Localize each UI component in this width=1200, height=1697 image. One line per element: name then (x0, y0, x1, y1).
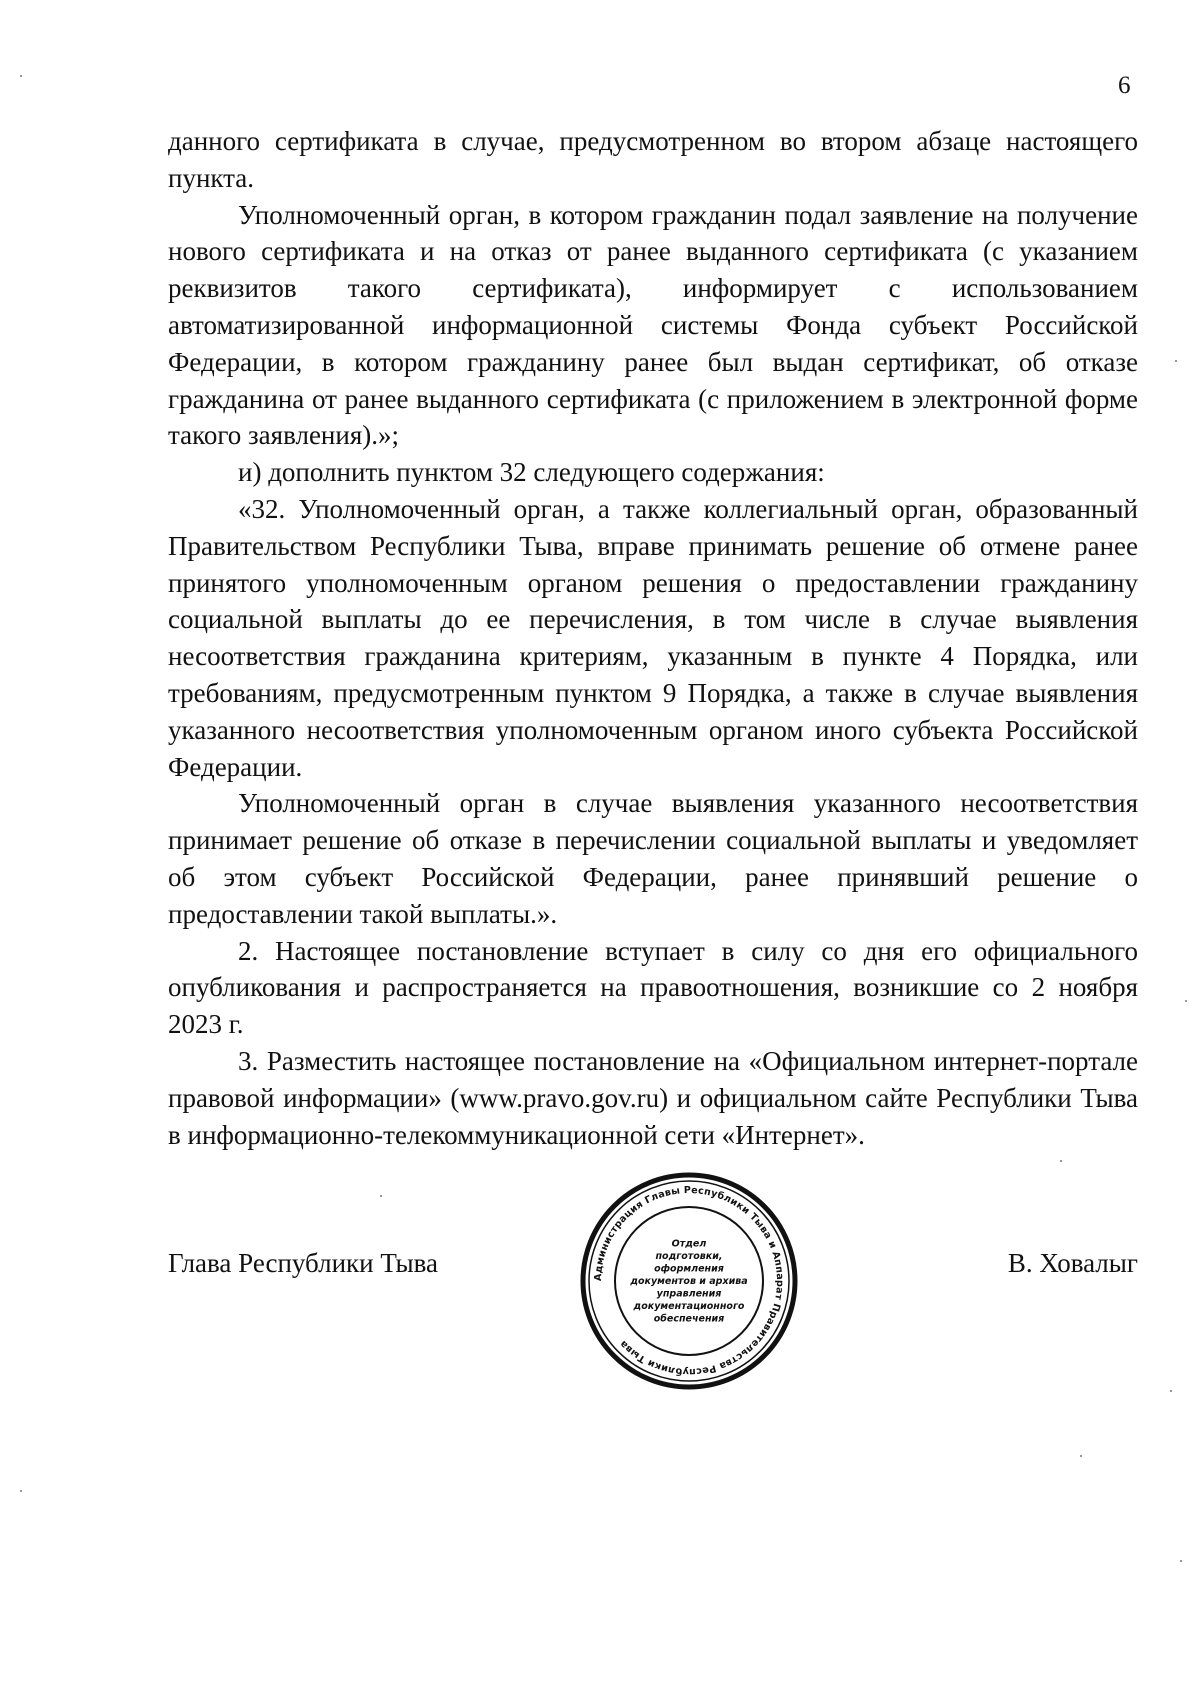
seal-center-line: документационного (633, 1301, 745, 1312)
scan-speck (1170, 1390, 1172, 1392)
signatory-title: Глава Республики Тыва (168, 1248, 439, 1278)
paragraph-continuation: данного сертификата в случае, предусмотренном во втором абзаце настоящего пункта. (168, 126, 1138, 193)
svg-text:Администрация Главы Республики: Администрация Главы Республики Тыва и Аппарат Правительства Республики Тыва (592, 1184, 786, 1378)
scan-speck (20, 1490, 22, 1492)
scan-speck (1060, 1160, 1062, 1162)
official-seal (580, 1172, 798, 1390)
scan-speck (380, 1195, 382, 1197)
scan-speck (20, 75, 22, 77)
signatory-name: В. Ховалыг (1007, 1248, 1138, 1278)
seal-center-line: управления (656, 1288, 722, 1300)
seal-center-line: обеспечения (653, 1313, 725, 1325)
paragraph-authorized-body-informs: Уполномоченный орган, в котором гражданин подал заявление на получение нового сертификата и на отказ от ранее выданного сертификата (с указанием реквизитов такого сертификата), информирует с использованием автоматизированной информационной системы Фонда субъект Российской Федерации, в котором гражданину ранее был выдан сертификат, об отказе гражданина от ранее выданного сертификата (с приложением в электронной форме такого заявления).»; (168, 199, 1138, 451)
seal-center-line: Отдел (671, 1238, 707, 1250)
paragraph-amendment-i: и) дополнить пунктом 32 следующего содержания: (238, 457, 825, 488)
paragraph-publication: 3. Разместить настоящее постановление на «Официальном интернет-портале правовой информации» (www.pravo.gov.ru) и официальном сайте Республики Тыва в информационно-телекоммуникационной сети «Интернет». (168, 1045, 1138, 1150)
paragraph-point-32: «32. Уполномоченный орган, а также коллегиальный орган, образованный Правительством Республики Тыва, вправе принимать решение об отмене ранее принятого уполномоченным органом решения о предоставлении гражданину социальной выплаты до ее перечисления, в том числе в случае выявления несоответствия гражданина критериям, указанным в пункте 4 Порядка, или требованиям, предусмотренным пунктом 9 Порядка, а также в случае выявления указанного несоответствия уполномоченным органом иного субъекта Российской Федерации. (168, 493, 1138, 782)
scan-speck (1080, 1455, 1082, 1457)
seal-center-line: документов и архива (630, 1276, 748, 1287)
page-number: 6 (1118, 72, 1131, 99)
scan-speck (1175, 360, 1177, 362)
scan-speck (1180, 1560, 1182, 1562)
scan-speck (1185, 1000, 1187, 1002)
seal-center-line: подготовки, (655, 1251, 723, 1262)
document-body (168, 123, 1138, 1153)
paragraph-entry-into-force: 2. Настоящее постановление вступает в силу со дня его официального опубликования и распространяется на правоотношения, возникшие со 2 ноября 2023 г. (168, 935, 1138, 1040)
signature-block (0, 1170, 1200, 1410)
seal-center-line: оформления (654, 1263, 724, 1275)
paragraph-refusal-decision: Уполномоченный орган в случае выявления указанного несоответствия принимает решение об отказе в перечислении социальной выплаты и уведомляет об этом субъект Российской Федерации, ранее принявший решение о предоставлении такой выплаты.». (168, 788, 1138, 929)
